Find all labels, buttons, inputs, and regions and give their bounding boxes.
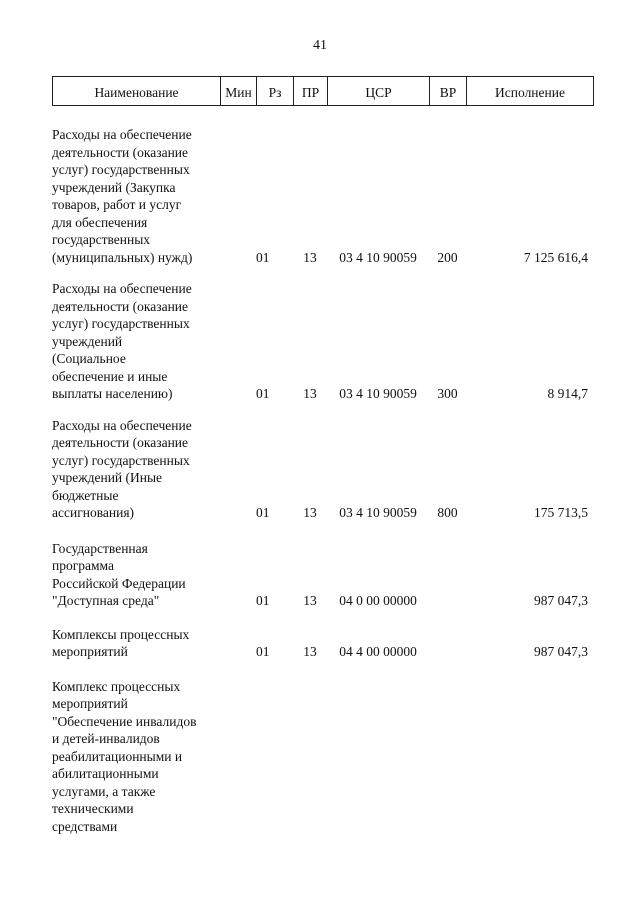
- table-row: [52, 417, 594, 522]
- header-rz: Рз: [257, 77, 294, 105]
- row-isp: 987 047,3: [534, 593, 588, 608]
- row-csr: [327, 678, 429, 836]
- row-vr: 800: [437, 505, 458, 520]
- table-row: [52, 626, 594, 661]
- table-row: [52, 126, 594, 266]
- row-isp: 987 047,3: [534, 644, 588, 659]
- row-isp: 175 713,5: [534, 505, 588, 520]
- row-rz: 01: [256, 386, 270, 401]
- row-csr: 04 0 00 00000: [339, 593, 417, 608]
- row-csr: 03 4 10 90059: [339, 249, 417, 265]
- row-pr: 13: [303, 593, 317, 608]
- row-isp: [466, 678, 594, 836]
- row-name: Расходы на обеспечение деятельности (оказание услуг) государственных учреждений (Закупка товаров, работ и услуг для обеспечения государственных (муниципальных) нужд): [52, 127, 193, 265]
- row-csr: 03 4 10 90059: [339, 386, 417, 401]
- row-pr: 13: [303, 505, 317, 520]
- row-min: [220, 280, 256, 403]
- row-name: Комплекс процессных мероприятий "Обеспечение инвалидов и детей-инвалидов реабилитационными и абилитационными услугами, а также техническими средствами: [52, 678, 197, 834]
- row-name: Комплексы процессных мероприятий: [52, 626, 190, 659]
- header-min: Мин: [221, 77, 257, 105]
- header-csr: ЦСР: [328, 77, 430, 105]
- table-header: [52, 76, 594, 106]
- header-isp: Исполнение: [495, 85, 565, 100]
- row-rz: 01: [256, 644, 270, 659]
- header-name: Наименование: [53, 77, 221, 105]
- row-vr: 200: [437, 249, 458, 265]
- row-vr: [429, 678, 466, 836]
- header-vr: ВР: [430, 77, 467, 105]
- row-pr: 13: [303, 386, 317, 401]
- row-pr: [293, 678, 327, 836]
- row-min: [220, 626, 256, 661]
- row-csr: 04 4 00 00000: [339, 644, 417, 659]
- table-row: [52, 678, 594, 836]
- page-number: 41: [313, 38, 327, 53]
- row-vr: 300: [437, 386, 458, 401]
- row-name: Государственная программа Российской Федерации "Доступная среда": [52, 540, 186, 608]
- row-csr: 03 4 10 90059: [339, 505, 417, 520]
- row-name: Расходы на обеспечение деятельности (оказание услуг) государственных учреждений (Иные бюджетные ассигнования): [52, 417, 192, 520]
- row-rz: 01: [256, 505, 270, 520]
- table-row: [52, 540, 594, 610]
- row-isp: 7 125 616,4: [523, 249, 588, 265]
- table-row: [52, 280, 594, 403]
- row-min: [220, 417, 256, 522]
- row-vr: [429, 540, 466, 610]
- row-min: [220, 540, 256, 610]
- row-min: [220, 126, 256, 266]
- row-rz: 01: [256, 593, 270, 608]
- row-name: Расходы на обеспечение деятельности (оказание услуг) государственных учреждений (Социальное обеспечение и иные выплаты населению): [52, 281, 192, 401]
- row-rz: 01: [256, 249, 270, 265]
- table-body: [52, 126, 594, 835]
- header-pr: ПР: [294, 77, 328, 105]
- row-pr: 13: [303, 644, 317, 659]
- row-rz: [256, 678, 293, 836]
- row-vr: [429, 626, 466, 661]
- row-min: [220, 678, 256, 836]
- row-pr: 13: [303, 249, 317, 265]
- row-isp: 8 914,7: [547, 386, 588, 401]
